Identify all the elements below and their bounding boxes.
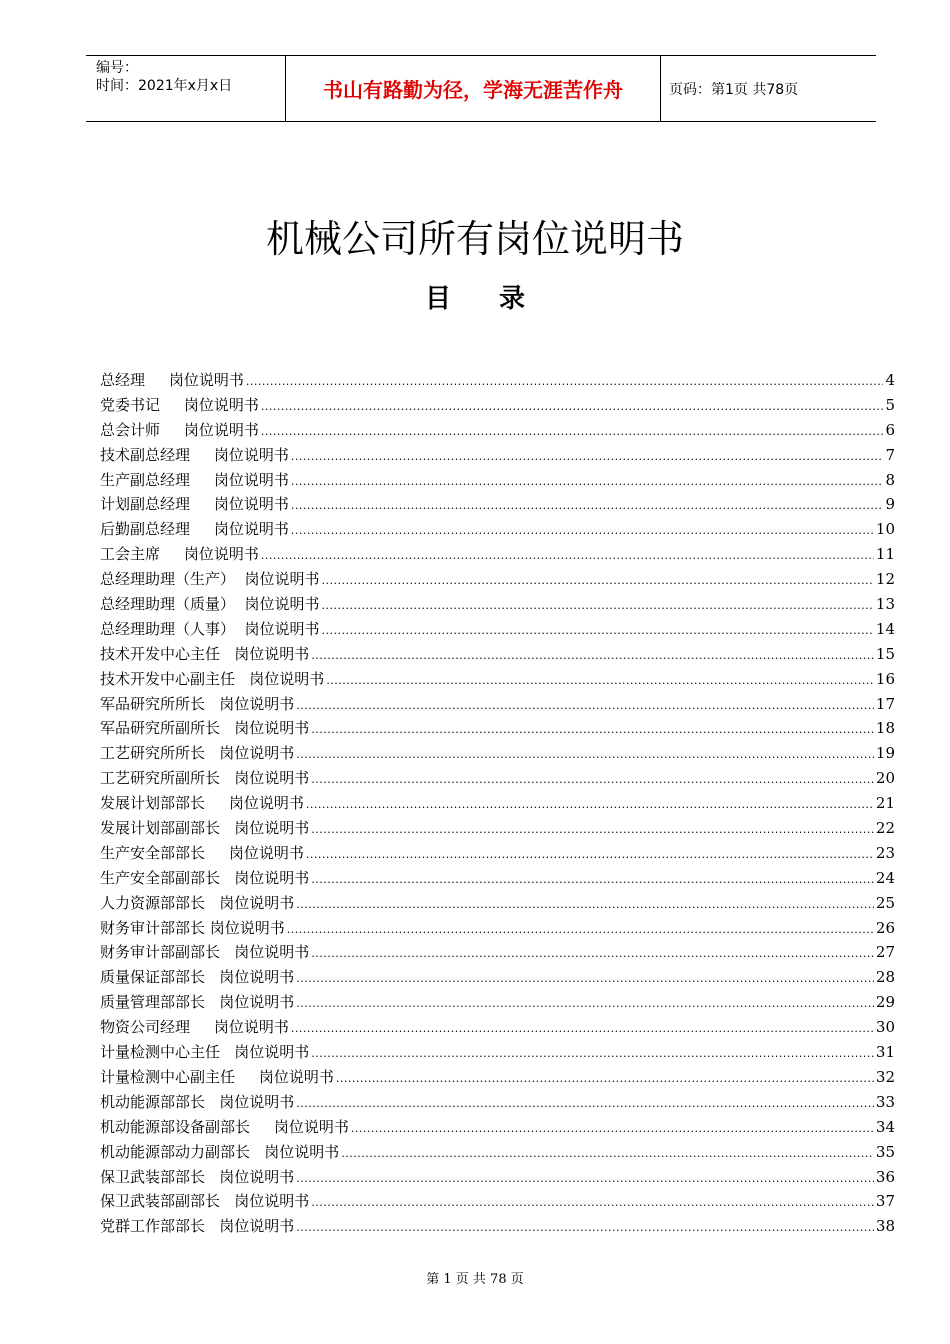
toc-entry[interactable]	[100, 1189, 895, 1214]
toc-entry-page: 21	[875, 794, 895, 813]
toc-leader-dots	[311, 868, 874, 893]
toc-entry-page: 23	[875, 843, 895, 862]
toc-entry-label: 总经理 岗位说明书	[100, 371, 244, 389]
toc-leader-dots	[311, 718, 874, 743]
toc-entry-label: 财务审计部副部长 岗位说明书	[100, 943, 310, 962]
toc-leader-dots	[291, 519, 874, 544]
toc-leader-dots	[322, 594, 874, 619]
page-footer: 第 1 页 共 78 页	[426, 1272, 524, 1287]
toc-entry[interactable]	[100, 891, 895, 916]
toc-leader-dots	[296, 1216, 874, 1241]
toc-entry-label: 生产副总经理 岗位说明书	[100, 470, 289, 489]
toc-entry-label: 计量检测中心主任 岗位说明书	[100, 1043, 310, 1062]
toc-entry[interactable]	[100, 1165, 895, 1190]
toc-entry[interactable]	[100, 368, 895, 393]
toc-entry-page: 15	[875, 644, 895, 663]
toc-leader-dots	[296, 1167, 874, 1192]
toc-leader-dots	[351, 1117, 874, 1142]
toc-entry-label: 技术开发中心副主任 岗位说明书	[100, 669, 325, 688]
toc-entry[interactable]	[100, 766, 895, 791]
toc-entry-page: 22	[875, 819, 895, 838]
toc-entry-label: 生产安全部部长 岗位说明书	[100, 843, 304, 862]
toc-entry-label: 总会计师 岗位说明书	[100, 420, 259, 439]
toc-entry-label: 保卫武装部部长 岗位说明书	[100, 1167, 295, 1186]
toc-entry[interactable]	[100, 816, 895, 841]
page-header	[86, 55, 876, 122]
toc-leader-dots	[291, 1017, 874, 1042]
toc-leader-dots	[261, 420, 884, 445]
toc-entry-page: 27	[875, 943, 895, 962]
toc-leader-dots	[261, 395, 884, 420]
toc-leader-dots	[261, 544, 874, 569]
toc-entry-label: 发展计划部部长 岗位说明书	[100, 794, 304, 813]
toc-leader-dots	[341, 1142, 874, 1167]
toc-entry[interactable]	[100, 990, 895, 1015]
header-meta	[86, 56, 286, 121]
toc-leader-dots	[291, 445, 884, 470]
toc-entry-label: 物资公司经理 岗位说明书	[100, 1018, 289, 1037]
toc-entry-label: 财务审计部部长 岗位说明书	[100, 918, 285, 937]
toc-entry[interactable]	[100, 667, 895, 692]
document-time-label: 时间：2021年x月x日	[96, 78, 233, 94]
toc-entry-label: 计划副总经理 岗位说明书	[100, 495, 289, 514]
toc-entry-page: 14	[875, 619, 895, 638]
toc-leader-dots	[287, 918, 874, 943]
toc-entry-label: 工艺研究所副所长 岗位说明书	[100, 769, 310, 788]
toc-entry[interactable]	[100, 592, 895, 617]
toc-entry[interactable]	[100, 866, 895, 891]
toc-leader-dots	[311, 942, 874, 967]
toc-entry-page: 7	[885, 445, 895, 464]
toc-leader-dots	[322, 569, 874, 594]
toc-entry-page: 12	[875, 570, 895, 589]
toc-entry-page: 24	[875, 868, 895, 887]
toc-leader-dots	[326, 669, 874, 694]
toc-entry-page: 28	[875, 968, 895, 987]
toc-entry[interactable]	[100, 1040, 895, 1065]
toc-entry[interactable]	[100, 1115, 895, 1140]
toc-entry-page: 11	[875, 545, 895, 564]
toc-entry-page: 4	[885, 371, 895, 389]
toc-leader-dots	[311, 818, 874, 843]
toc-entry[interactable]	[100, 542, 895, 567]
toc-entry-label: 计量检测中心副主任 岗位说明书	[100, 1067, 334, 1086]
toc-entry-page: 5	[885, 395, 895, 414]
toc-entry-page: 32	[875, 1067, 895, 1086]
toc-entry[interactable]	[100, 418, 895, 443]
toc-entry[interactable]	[100, 741, 895, 766]
toc-entry[interactable]	[100, 965, 895, 990]
toc-leader-dots	[322, 619, 874, 644]
toc-leader-dots	[296, 992, 874, 1017]
toc-entry[interactable]	[100, 443, 895, 468]
toc-entry-page: 9	[885, 495, 895, 514]
toc-entry-label: 工会主席 岗位说明书	[100, 545, 259, 564]
toc-entry-page: 19	[875, 744, 895, 763]
toc-entry-label: 机动能源部动力副部长 岗位说明书	[100, 1142, 340, 1161]
toc-entry-page: 13	[875, 595, 895, 614]
toc-entry-page: 6	[885, 420, 895, 439]
toc-entry-label: 党群工作部部长 岗位说明书	[100, 1217, 295, 1236]
toc-entry-label: 质量管理部部长 岗位说明书	[100, 993, 295, 1012]
toc-entry-label: 保卫武装部副部长 岗位说明书	[100, 1192, 310, 1211]
toc-leader-dots	[306, 793, 874, 818]
toc-entry-label: 总经理助理（质量） 岗位说明书	[100, 595, 320, 614]
toc-entry-label: 发展计划部副部长 岗位说明书	[100, 819, 310, 838]
toc-entry-page: 33	[875, 1092, 895, 1111]
toc-entry-label: 技术开发中心主任 岗位说明书	[100, 644, 310, 663]
header-page-info: 页码：第1页 共78页	[669, 81, 799, 98]
toc-leader-dots	[296, 893, 874, 918]
toc-leader-dots	[246, 370, 884, 395]
toc-entry-page: 8	[885, 470, 895, 489]
toc-leader-dots	[306, 843, 874, 868]
toc-entry-label: 机动能源部设备副部长 岗位说明书	[100, 1117, 349, 1136]
toc-entry[interactable]	[100, 642, 895, 667]
toc-entry[interactable]	[100, 1214, 895, 1239]
header-motto: 书山有路勤为径，学海无涯苦作舟	[286, 56, 661, 121]
toc-leader-dots	[311, 768, 874, 793]
toc-leader-dots	[336, 1067, 874, 1092]
toc-entry[interactable]	[100, 940, 895, 965]
toc-entry-label: 生产安全部副部长 岗位说明书	[100, 868, 310, 887]
toc-leader-dots	[291, 494, 884, 519]
toc-entry[interactable]	[100, 393, 895, 418]
table-of-contents	[100, 368, 895, 1239]
toc-entry-page: 34	[875, 1117, 895, 1136]
toc-entry-page: 25	[875, 893, 895, 912]
toc-entry-page: 30	[875, 1018, 895, 1037]
toc-entry-page: 35	[875, 1142, 895, 1161]
toc-entry[interactable]	[100, 841, 895, 866]
toc-leader-dots	[311, 644, 874, 669]
toc-entry-page: 31	[875, 1043, 895, 1062]
toc-entry-label: 军品研究所所长 岗位说明书	[100, 694, 295, 713]
toc-entry-label: 工艺研究所所长 岗位说明书	[100, 744, 295, 763]
toc-entry-page: 26	[875, 918, 895, 937]
toc-entry-label: 质量保证部部长 岗位说明书	[100, 968, 295, 987]
toc-entry[interactable]	[100, 791, 895, 816]
toc-leader-dots	[311, 1191, 874, 1216]
toc-entry[interactable]	[100, 567, 895, 592]
toc-entry-page: 16	[875, 669, 895, 688]
toc-entry[interactable]	[100, 1140, 895, 1165]
toc-entry[interactable]	[100, 1065, 895, 1090]
toc-entry[interactable]	[100, 492, 895, 517]
document-title: 机械公司所有岗位说明书	[265, 217, 684, 261]
toc-entry[interactable]	[100, 716, 895, 741]
document-number-label: 编号：	[96, 60, 138, 76]
toc-entry-page: 38	[875, 1217, 895, 1236]
toc-leader-dots	[291, 470, 884, 495]
toc-entry-page: 20	[875, 769, 895, 788]
toc-entry[interactable]	[100, 468, 895, 493]
toc-entry-label: 机动能源部部长 岗位说明书	[100, 1092, 295, 1111]
toc-entry[interactable]	[100, 517, 895, 542]
toc-entry-page: 37	[875, 1192, 895, 1211]
toc-entry-page: 17	[875, 694, 895, 713]
toc-leader-dots	[296, 1092, 874, 1117]
toc-entry-page: 18	[875, 719, 895, 738]
toc-entry[interactable]	[100, 1015, 895, 1040]
toc-entry[interactable]	[100, 1090, 895, 1115]
toc-leader-dots	[296, 743, 874, 768]
toc-entry-label: 后勤副总经理 岗位说明书	[100, 520, 289, 539]
toc-entry-page: 10	[875, 520, 895, 539]
toc-entry-label: 党委书记 岗位说明书	[100, 395, 259, 414]
toc-entry-page: 29	[875, 993, 895, 1012]
toc-entry-page: 36	[875, 1167, 895, 1186]
toc-entry-label: 技术副总经理 岗位说明书	[100, 445, 289, 464]
toc-entry-label: 军品研究所副所长 岗位说明书	[100, 719, 310, 738]
toc-entry-label: 总经理助理（生产） 岗位说明书	[100, 570, 320, 589]
toc-leader-dots	[296, 967, 874, 992]
toc-leader-dots	[311, 1042, 874, 1067]
toc-entry-label: 人力资源部部长 岗位说明书	[100, 893, 295, 912]
toc-heading: 目录	[424, 284, 573, 314]
toc-entry-label: 总经理助理（人事） 岗位说明书	[100, 619, 320, 638]
toc-entry[interactable]	[100, 916, 895, 941]
toc-entry[interactable]	[100, 617, 895, 642]
toc-entry[interactable]	[100, 692, 895, 717]
toc-leader-dots	[296, 694, 874, 719]
